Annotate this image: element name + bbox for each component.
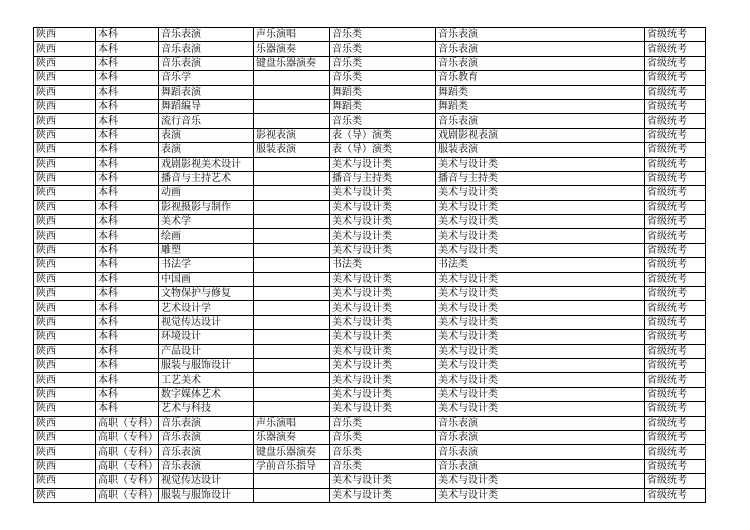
subcategory-cell: 舞蹈类 [436,85,645,99]
direction-cell [254,387,330,401]
exam-category-cell: 美术与设计类 [330,358,436,372]
major-cell: 音乐表演 [159,28,254,42]
exam-type-cell: 省级统考 [645,258,706,272]
province-cell: 陕西 [34,71,96,85]
subcategory-cell: 音乐表演 [436,416,645,430]
direction-cell [254,301,330,315]
direction-cell [254,258,330,272]
major-cell: 音乐表演 [159,416,254,430]
level-cell: 本科 [96,215,159,229]
major-cell: 文物保护与修复 [159,287,254,301]
exam-category-cell: 美术与设计类 [330,200,436,214]
table-row [34,71,706,85]
direction-cell [254,71,330,85]
major-cell: 音乐表演 [159,445,254,459]
direction-cell: 乐器演奏 [254,42,330,56]
level-cell: 本科 [96,114,159,128]
level-cell: 本科 [96,330,159,344]
exam-category-cell: 美术与设计类 [330,229,436,243]
table-row [34,114,706,128]
province-cell: 陕西 [34,157,96,171]
exam-type-cell: 省级统考 [645,28,706,42]
table-row [34,315,706,329]
level-cell: 本科 [96,373,159,387]
table-row [34,488,706,502]
province-cell: 陕西 [34,402,96,416]
subcategory-cell: 美术与设计类 [436,330,645,344]
subcategory-cell: 戏剧影视表演 [436,128,645,142]
exam-category-cell: 表（导）演类 [330,143,436,157]
exam-type-cell: 省级统考 [645,474,706,488]
direction-cell: 学前音乐指导 [254,459,330,473]
direction-cell [254,114,330,128]
direction-cell [254,272,330,286]
direction-cell: 键盘乐器演奏 [254,445,330,459]
direction-cell [254,373,330,387]
table-row [34,474,706,488]
table-row [34,243,706,257]
level-cell: 本科 [96,42,159,56]
subcategory-cell: 美术与设计类 [436,301,645,315]
province-cell: 陕西 [34,28,96,42]
exam-type-cell: 省级统考 [645,430,706,444]
subcategory-cell: 服装表演 [436,143,645,157]
exam-category-cell: 美术与设计类 [330,287,436,301]
table-row [34,28,706,42]
direction-cell [254,358,330,372]
major-cell: 美术学 [159,215,254,229]
exam-type-cell: 省级统考 [645,157,706,171]
level-cell: 本科 [96,28,159,42]
exam-category-cell: 美术与设计类 [330,373,436,387]
direction-cell [254,99,330,113]
exam-category-cell: 音乐类 [330,56,436,70]
exam-category-cell: 表（导）演类 [330,128,436,142]
direction-cell: 乐器演奏 [254,430,330,444]
exam-category-cell: 音乐类 [330,28,436,42]
table-row [34,186,706,200]
exam-type-cell: 省级统考 [645,200,706,214]
province-cell: 陕西 [34,301,96,315]
province-cell: 陕西 [34,85,96,99]
subcategory-cell: 音乐表演 [436,114,645,128]
exam-category-cell: 美术与设计类 [330,315,436,329]
admission-table [33,27,706,503]
major-cell: 舞蹈编导 [159,99,254,113]
province-cell: 陕西 [34,474,96,488]
exam-category-cell: 美术与设计类 [330,474,436,488]
exam-type-cell: 省级统考 [645,243,706,257]
exam-type-cell: 省级统考 [645,445,706,459]
level-cell: 本科 [96,128,159,142]
subcategory-cell: 音乐表演 [436,430,645,444]
exam-type-cell: 省级统考 [645,330,706,344]
exam-type-cell: 省级统考 [645,99,706,113]
direction-cell [254,474,330,488]
subcategory-cell: 美术与设计类 [436,272,645,286]
major-cell: 产品设计 [159,344,254,358]
level-cell: 本科 [96,301,159,315]
exam-type-cell: 省级统考 [645,402,706,416]
level-cell: 本科 [96,143,159,157]
level-cell: 本科 [96,71,159,85]
table-row [34,258,706,272]
table-row [34,430,706,444]
level-cell: 高职（专科） [96,430,159,444]
level-cell: 本科 [96,200,159,214]
direction-cell [254,215,330,229]
direction-cell: 声乐演唱 [254,416,330,430]
level-cell: 本科 [96,157,159,171]
level-cell: 本科 [96,56,159,70]
level-cell: 高职（专科） [96,488,159,502]
major-cell: 影视摄影与制作 [159,200,254,214]
exam-category-cell: 美术与设计类 [330,330,436,344]
direction-cell [254,200,330,214]
subcategory-cell: 美术与设计类 [436,358,645,372]
subcategory-cell: 美术与设计类 [436,373,645,387]
exam-type-cell: 省级统考 [645,171,706,185]
exam-type-cell: 省级统考 [645,373,706,387]
exam-type-cell: 省级统考 [645,128,706,142]
level-cell: 本科 [96,99,159,113]
major-cell: 表演 [159,128,254,142]
province-cell: 陕西 [34,171,96,185]
major-cell: 服装与服饰设计 [159,358,254,372]
exam-category-cell: 音乐类 [330,71,436,85]
table-row [34,459,706,473]
subcategory-cell: 美术与设计类 [436,315,645,329]
province-cell: 陕西 [34,344,96,358]
province-cell: 陕西 [34,358,96,372]
province-cell: 陕西 [34,215,96,229]
subcategory-cell: 美术与设计类 [436,215,645,229]
subcategory-cell: 音乐表演 [436,42,645,56]
direction-cell: 服装表演 [254,143,330,157]
subcategory-cell: 美术与设计类 [436,474,645,488]
subcategory-cell: 美术与设计类 [436,200,645,214]
province-cell: 陕西 [34,243,96,257]
exam-category-cell: 音乐类 [330,445,436,459]
table-row [34,200,706,214]
subcategory-cell: 美术与设计类 [436,157,645,171]
major-cell: 服装与服饰设计 [159,488,254,502]
level-cell: 本科 [96,358,159,372]
table-row [34,416,706,430]
table-row [34,171,706,185]
level-cell: 本科 [96,229,159,243]
direction-cell [254,171,330,185]
major-cell: 音乐学 [159,71,254,85]
level-cell: 本科 [96,85,159,99]
exam-category-cell: 音乐类 [330,430,436,444]
province-cell: 陕西 [34,114,96,128]
level-cell: 本科 [96,171,159,185]
direction-cell [254,402,330,416]
table-row [34,373,706,387]
province-cell: 陕西 [34,42,96,56]
exam-type-cell: 省级统考 [645,488,706,502]
major-cell: 中国画 [159,272,254,286]
exam-type-cell: 省级统考 [645,186,706,200]
exam-category-cell: 书法类 [330,258,436,272]
table-body [34,28,706,503]
exam-type-cell: 省级统考 [645,71,706,85]
table-row [34,85,706,99]
major-cell: 雕塑 [159,243,254,257]
level-cell: 高职（专科） [96,474,159,488]
exam-category-cell: 音乐类 [330,114,436,128]
level-cell: 本科 [96,258,159,272]
major-cell: 舞蹈表演 [159,85,254,99]
level-cell: 本科 [96,272,159,286]
major-cell: 音乐表演 [159,56,254,70]
exam-type-cell: 省级统考 [645,315,706,329]
province-cell: 陕西 [34,128,96,142]
province-cell: 陕西 [34,387,96,401]
level-cell: 高职（专科） [96,445,159,459]
subcategory-cell: 美术与设计类 [436,243,645,257]
table-row [34,42,706,56]
subcategory-cell: 美术与设计类 [436,186,645,200]
province-cell: 陕西 [34,143,96,157]
exam-category-cell: 音乐类 [330,459,436,473]
major-cell: 视觉传达设计 [159,315,254,329]
direction-cell [254,344,330,358]
exam-type-cell: 省级统考 [645,287,706,301]
direction-cell: 键盘乐器演奏 [254,56,330,70]
subcategory-cell: 音乐表演 [436,56,645,70]
exam-type-cell: 省级统考 [645,459,706,473]
exam-category-cell: 播音与主持类 [330,171,436,185]
exam-type-cell: 省级统考 [645,215,706,229]
direction-cell [254,488,330,502]
major-cell: 环境设计 [159,330,254,344]
subcategory-cell: 美术与设计类 [436,287,645,301]
exam-category-cell: 美术与设计类 [330,186,436,200]
major-cell: 流行音乐 [159,114,254,128]
exam-category-cell: 音乐类 [330,42,436,56]
direction-cell [254,186,330,200]
major-cell: 数字媒体艺术 [159,387,254,401]
direction-cell [254,315,330,329]
province-cell: 陕西 [34,459,96,473]
level-cell: 本科 [96,186,159,200]
exam-type-cell: 省级统考 [645,358,706,372]
table-row [34,157,706,171]
level-cell: 本科 [96,344,159,358]
exam-type-cell: 省级统考 [645,114,706,128]
major-cell: 艺术设计学 [159,301,254,315]
table-row [34,301,706,315]
exam-category-cell: 美术与设计类 [330,488,436,502]
direction-cell: 影视表演 [254,128,330,142]
exam-type-cell: 省级统考 [645,42,706,56]
exam-category-cell: 舞蹈类 [330,85,436,99]
table-row [34,128,706,142]
table-row [34,215,706,229]
level-cell: 本科 [96,287,159,301]
exam-category-cell: 美术与设计类 [330,157,436,171]
major-cell: 音乐表演 [159,430,254,444]
subcategory-cell: 音乐表演 [436,459,645,473]
exam-type-cell: 省级统考 [645,301,706,315]
major-cell: 工艺美术 [159,373,254,387]
province-cell: 陕西 [34,272,96,286]
exam-category-cell: 美术与设计类 [330,243,436,257]
province-cell: 陕西 [34,488,96,502]
province-cell: 陕西 [34,99,96,113]
province-cell: 陕西 [34,315,96,329]
direction-cell [254,287,330,301]
direction-cell [254,229,330,243]
level-cell: 高职（专科） [96,416,159,430]
direction-cell: 声乐演唱 [254,28,330,42]
level-cell: 本科 [96,243,159,257]
exam-type-cell: 省级统考 [645,344,706,358]
major-cell: 绘画 [159,229,254,243]
exam-category-cell: 美术与设计类 [330,402,436,416]
exam-category-cell: 美术与设计类 [330,301,436,315]
subcategory-cell: 播音与主持类 [436,171,645,185]
level-cell: 本科 [96,315,159,329]
exam-type-cell: 省级统考 [645,229,706,243]
province-cell: 陕西 [34,186,96,200]
level-cell: 本科 [96,387,159,401]
table-row [34,272,706,286]
exam-type-cell: 省级统考 [645,416,706,430]
level-cell: 高职（专科） [96,459,159,473]
province-cell: 陕西 [34,258,96,272]
subcategory-cell: 美术与设计类 [436,387,645,401]
exam-category-cell: 美术与设计类 [330,215,436,229]
major-cell: 音乐表演 [159,459,254,473]
province-cell: 陕西 [34,229,96,243]
table-row [34,330,706,344]
table-row [34,402,706,416]
direction-cell [254,243,330,257]
table-row [34,229,706,243]
province-cell: 陕西 [34,430,96,444]
exam-category-cell: 音乐类 [330,416,436,430]
direction-cell [254,157,330,171]
subcategory-cell: 舞蹈类 [436,99,645,113]
major-cell: 视觉传达设计 [159,474,254,488]
exam-category-cell: 美术与设计类 [330,344,436,358]
province-cell: 陕西 [34,200,96,214]
subcategory-cell: 美术与设计类 [436,402,645,416]
level-cell: 本科 [96,402,159,416]
exam-type-cell: 省级统考 [645,387,706,401]
province-cell: 陕西 [34,330,96,344]
subcategory-cell: 书法类 [436,258,645,272]
major-cell: 音乐表演 [159,42,254,56]
major-cell: 艺术与科技 [159,402,254,416]
subcategory-cell: 美术与设计类 [436,344,645,358]
direction-cell [254,330,330,344]
province-cell: 陕西 [34,373,96,387]
table-row [34,143,706,157]
exam-category-cell: 舞蹈类 [330,99,436,113]
major-cell: 动画 [159,186,254,200]
exam-type-cell: 省级统考 [645,143,706,157]
major-cell: 书法学 [159,258,254,272]
province-cell: 陕西 [34,416,96,430]
table-row [34,99,706,113]
exam-category-cell: 美术与设计类 [330,387,436,401]
province-cell: 陕西 [34,287,96,301]
exam-type-cell: 省级统考 [645,56,706,70]
subcategory-cell: 音乐教育 [436,71,645,85]
subcategory-cell: 美术与设计类 [436,229,645,243]
table-row [34,445,706,459]
exam-type-cell: 省级统考 [645,272,706,286]
exam-type-cell: 省级统考 [645,85,706,99]
exam-category-cell: 美术与设计类 [330,272,436,286]
admission-table-sheet [33,27,706,503]
table-row [34,358,706,372]
table-row [34,287,706,301]
major-cell: 表演 [159,143,254,157]
table-row [34,56,706,70]
subcategory-cell: 音乐表演 [436,28,645,42]
major-cell: 播音与主持艺术 [159,171,254,185]
direction-cell [254,85,330,99]
major-cell: 戏剧影视美术设计 [159,157,254,171]
subcategory-cell: 音乐表演 [436,445,645,459]
province-cell: 陕西 [34,445,96,459]
table-row [34,344,706,358]
province-cell: 陕西 [34,56,96,70]
subcategory-cell: 美术与设计类 [436,488,645,502]
table-row [34,387,706,401]
